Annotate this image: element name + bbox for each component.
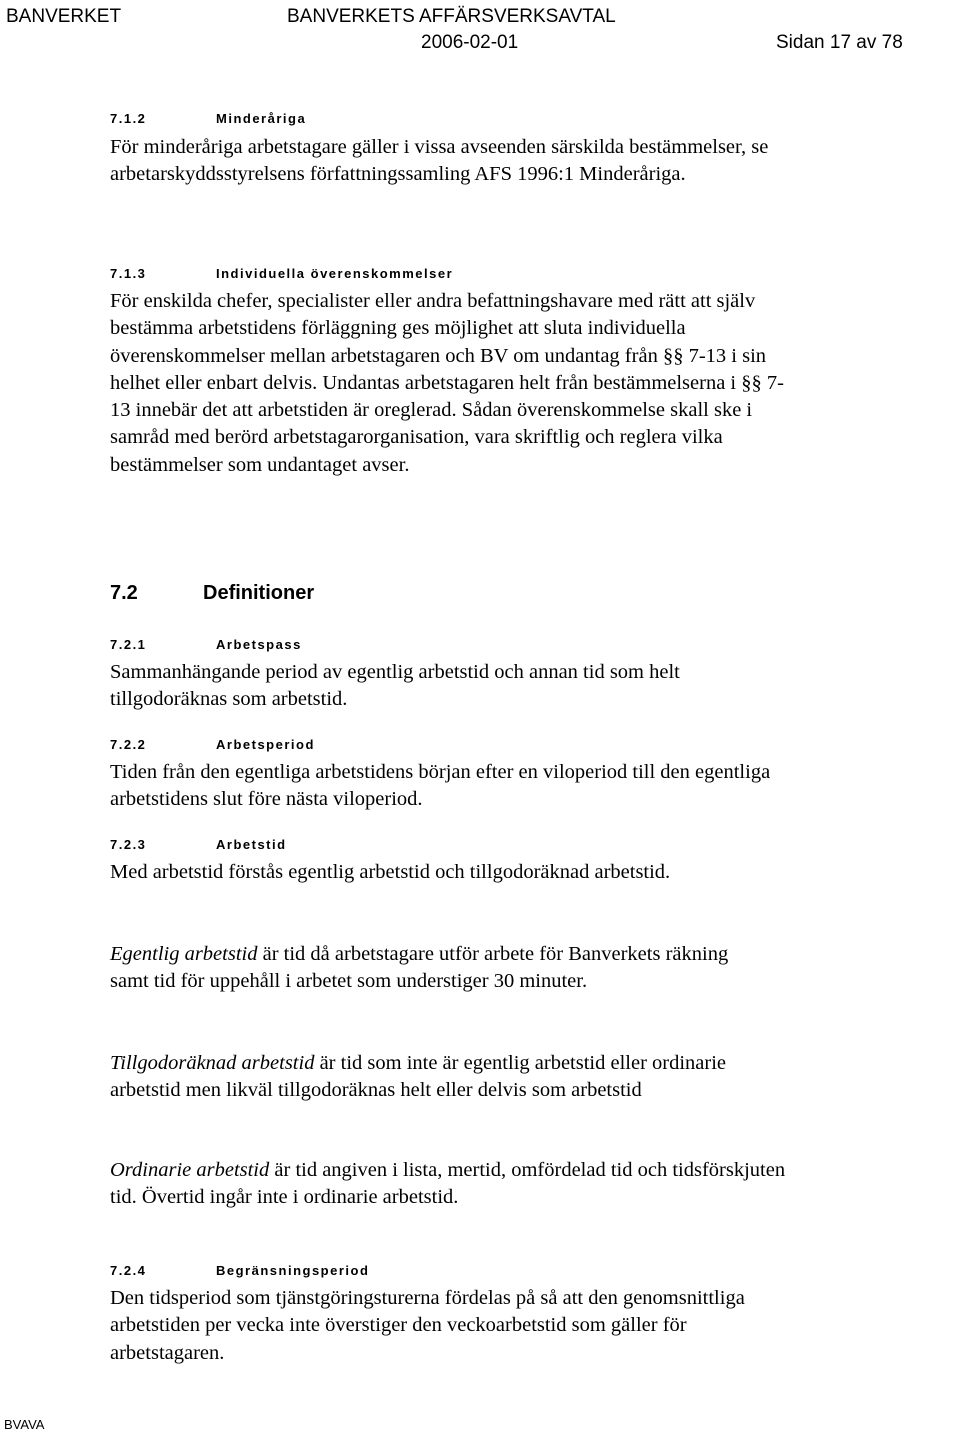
section-title: Minderåriga (216, 111, 307, 126)
header-page-number: Sidan 17 av 78 (776, 32, 903, 53)
section-7-1-2-paragraph: För minderåriga arbetstagare gäller i vissa avseenden särskilda bestämmelser, se arbetarskyddsstyrelsens författningssamling AFS 1996:1 Minderåriga. (110, 136, 769, 186)
header-title: BANVERKETS AFFÄRSVERKSAVTAL (287, 6, 616, 27)
definition-text: är tid angiven i lista, mertid, omfördelad tid och tidsförskjuten tid. Övertid ingår inte i ordinarie arbetstid. (110, 1159, 786, 1209)
section-7-2-2-paragraph: Tiden från den egentliga arbetstidens början efter en viloperiod till den egentliga arbetstidens slut före nästa viloperiod. (110, 761, 771, 811)
section-number: 7.2 (110, 582, 138, 604)
section-number: 7.2.1 (110, 637, 147, 652)
section-title: Arbetspass (216, 637, 302, 652)
definition-tillgodoraknad-arbetstid (110, 1050, 800, 1105)
definition-term: Tillgodoräknad arbetstid (110, 1052, 315, 1074)
section-7-2-heading (110, 582, 314, 605)
footer-label: BVAVA (4, 1417, 45, 1432)
section-number: 7.1.2 (110, 111, 147, 126)
section-number: 7.2.3 (110, 837, 147, 852)
definition-text: är tid då arbetstagare utför arbete för Banverkets räkning samt tid för uppehåll i arbetet som understiger 30 minuter. (110, 943, 729, 993)
section-7-2-3-heading (110, 837, 287, 852)
definition-ordinarie-arbetstid (110, 1157, 790, 1212)
section-number: 7.2.2 (110, 737, 147, 752)
section-title: Arbetsperiod (216, 737, 315, 752)
section-7-2-1-heading (110, 637, 302, 652)
header-date: 2006-02-01 (421, 32, 519, 53)
section-title: Begränsningsperiod (216, 1263, 370, 1278)
section-number: 7.2.4 (110, 1263, 147, 1278)
definition-text: är tid som inte är egentlig arbetstid eller ordinarie arbetstid men likväl tillgodoräknas helt eller delvis som arbetstid (110, 1052, 727, 1102)
section-7-2-2-heading (110, 737, 315, 752)
definition-term: Egentlig arbetstid (110, 943, 258, 965)
section-title: Arbetstid (216, 837, 287, 852)
section-title: Individuella överenskommelser (216, 266, 454, 281)
section-7-2-4-paragraph: Den tidsperiod som tjänstgöringsturerna fördelas på så att den genomsnittliga arbetstiden per vecka inte överstiger den veckoarbetstid som gäller för arbetstagaren. (110, 1287, 745, 1364)
section-number: 7.1.3 (110, 266, 147, 281)
section-7-1-2-heading (110, 111, 306, 126)
header-org: BANVERKET (6, 6, 122, 27)
section-7-2-1-paragraph: Sammanhängande period av egentlig arbetstid och annan tid som helt tillgodoräknas som arbetstid. (110, 661, 680, 711)
definition-term: Ordinarie arbetstid (110, 1159, 270, 1181)
definition-egentlig-arbetstid (110, 941, 730, 996)
section-7-1-3-paragraph: För enskilda chefer, specialister eller andra befattningshavare med rätt att själv bestämma arbetstidens förläggning ges möjlighet att sluta individuella överenskommelser mellan arbetstagaren och BV om undantag från §§ 7-13 i sin helhet eller enbart delvis. Undantas arbetstagaren helt från bestämmelserna i §§ 7-13 innebär det att arbetstiden är oreglerad. Sådan överenskommelse skall ske i samråd med berörd arbetstagarorganisation, vara skriftlig och reglera vilka bestämmelser som undantaget avser. (110, 290, 784, 476)
section-7-2-4-heading (110, 1263, 369, 1278)
section-title: Definitioner (203, 582, 315, 604)
section-7-2-3-paragraph: Med arbetstid förstås egentlig arbetstid och tillgodoräknad arbetstid. (110, 861, 671, 883)
section-7-1-3-heading (110, 266, 453, 281)
